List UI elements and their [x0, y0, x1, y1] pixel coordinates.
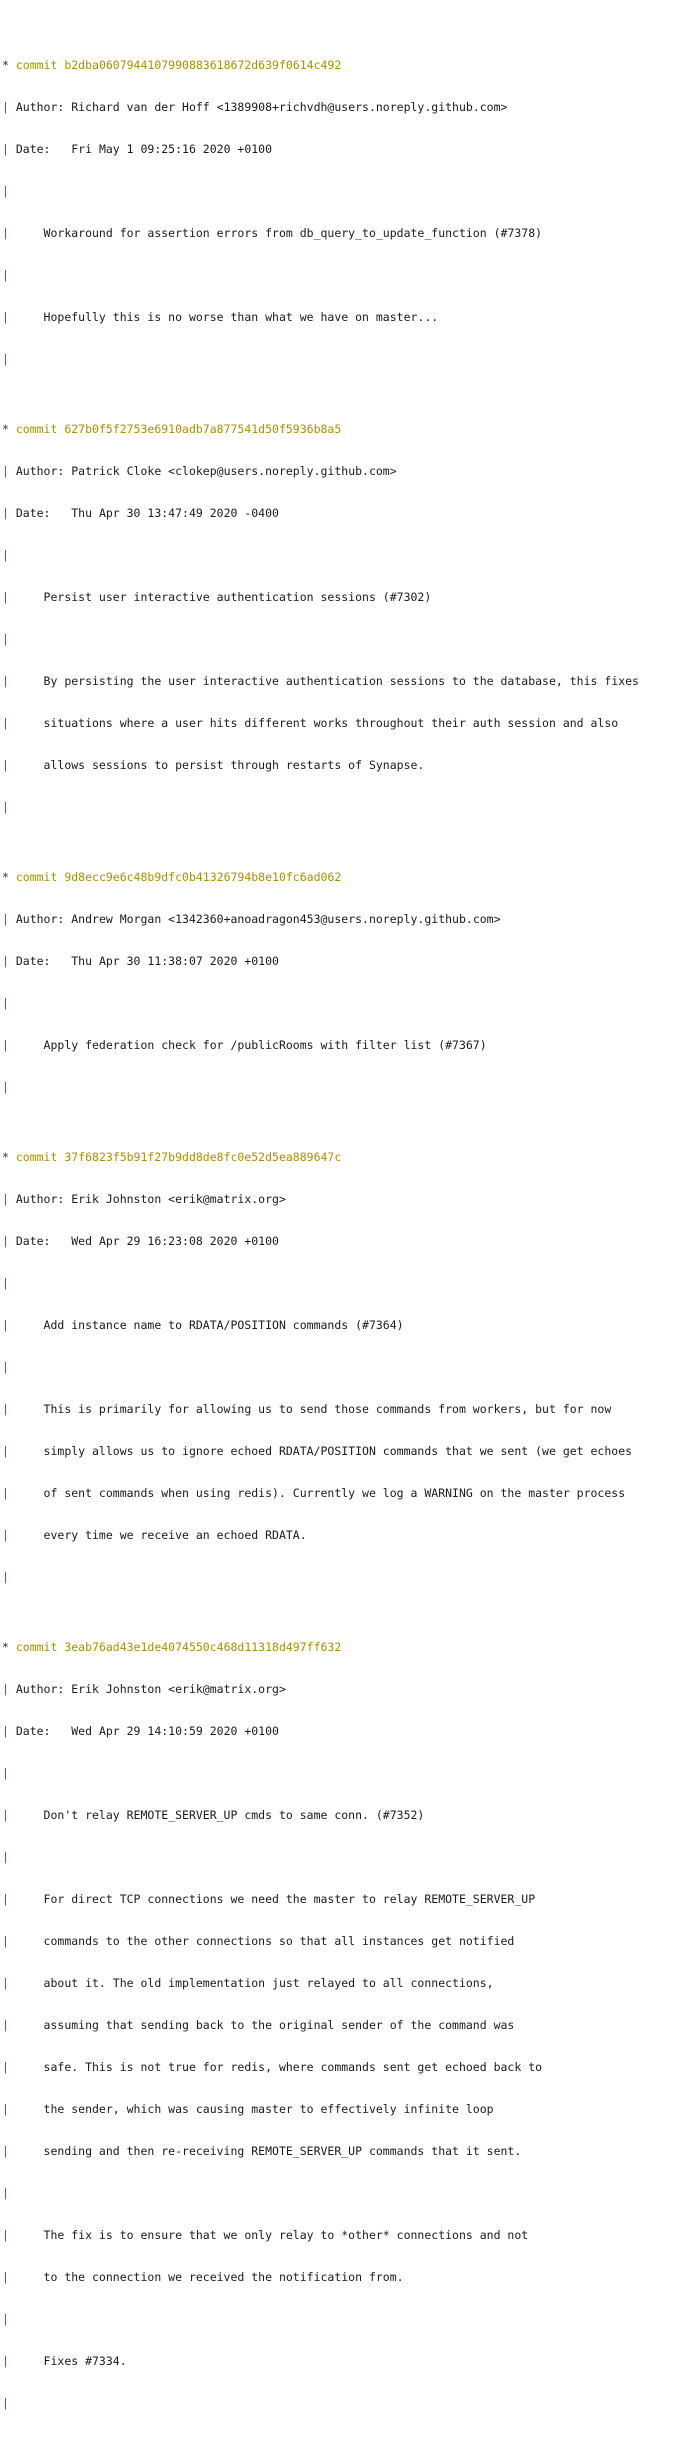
message-line — [2, 2312, 692, 2326]
git-graph-pipe-icon: | — [2, 674, 9, 688]
message-line — [2, 268, 692, 282]
git-graph-pipe-icon: | — [2, 590, 9, 604]
graph-spacer-line — [2, 548, 692, 562]
message-line — [2, 1486, 692, 1500]
message-text: allows sessions to persist through restarts of Synapse. — [43, 758, 425, 772]
commit-hash-text: commit 627b0f5f2753e6910adb7a877541d50f5936b8a5 — [15, 422, 342, 436]
date-text: Date: Fri May 1 09:25:16 2020 +0100 — [15, 142, 273, 156]
commit-header-line — [2, 1640, 692, 1654]
git-graph-pipe-icon: | — [2, 352, 9, 366]
git-graph-pipe-icon: | — [2, 1850, 9, 1864]
git-graph-pipe-icon: | — [2, 226, 9, 240]
date-line — [2, 1724, 692, 1738]
date-line — [2, 954, 692, 968]
git-graph-pipe-icon: | — [2, 2102, 9, 2116]
git-graph-pipe-icon: | — [2, 632, 9, 646]
git-graph-commit-node-icon: * — [2, 1640, 9, 1654]
message-text: commands to the other connections so that all instances get notified — [43, 1934, 515, 1948]
graph-spacer-line — [2, 184, 692, 198]
git-graph-commit-node-icon: * — [2, 422, 9, 436]
message-text: For direct TCP connections we need the master to relay REMOTE_SERVER_UP — [43, 1892, 536, 1906]
message-text: The fix is to ensure that we only relay to *other* connections and not — [43, 2228, 529, 2242]
message-text: to the connection we received the notification from. — [43, 2270, 404, 2284]
git-graph-pipe-icon: | — [2, 2228, 9, 2242]
author-line — [2, 464, 692, 478]
message-line — [2, 1528, 692, 1542]
author-text: Author: Erik Johnston <erik@matrix.org> — [15, 1192, 286, 1206]
git-graph-pipe-icon: | — [2, 1038, 9, 1052]
git-graph-pipe-icon: | — [2, 996, 9, 1010]
date-line — [2, 506, 692, 520]
git-graph-pipe-icon: | — [2, 1570, 9, 1584]
date-text: Date: Thu Apr 30 13:47:49 2020 -0400 — [15, 506, 279, 520]
message-text: Fixes #7334. — [43, 2354, 127, 2368]
message-line — [2, 2060, 692, 2074]
git-graph-pipe-icon: | — [2, 1976, 9, 1990]
message-text: Apply federation check for /publicRooms with filter list (#7367) — [43, 1038, 487, 1052]
git-graph-pipe-icon: | — [2, 268, 9, 282]
git-graph-pipe-icon: | — [2, 1360, 9, 1374]
message-text — [9, 268, 44, 282]
message-text: Don't relay REMOTE_SERVER_UP cmds to same conn. (#7352) — [43, 1808, 425, 1822]
message-text: This is primarily for allowing us to send those commands from workers, but for now — [43, 1402, 612, 1416]
message-text: every time we receive an echoed RDATA. — [43, 1528, 307, 1542]
message-line — [2, 310, 692, 324]
date-text: Date: Wed Apr 29 14:10:59 2020 +0100 — [15, 1724, 279, 1738]
git-graph-pipe-icon: | — [2, 548, 9, 562]
message-line — [2, 1808, 692, 1822]
git-graph-commit-node-icon: * — [2, 870, 9, 884]
git-graph-pipe-icon: | — [2, 100, 9, 114]
commit-header-line — [2, 422, 692, 436]
author-line — [2, 912, 692, 926]
message-line — [2, 1318, 692, 1332]
message-text: sending and then re-receiving REMOTE_SERVER_UP commands that it sent. — [43, 2144, 522, 2158]
graph-spacer-line — [2, 352, 692, 366]
message-text: By persisting the user interactive authentication sessions to the database, this fixes — [43, 674, 639, 688]
git-graph-pipe-icon: | — [2, 1486, 9, 1500]
git-graph-pipe-icon: | — [2, 184, 9, 198]
git-graph-pipe-icon: | — [2, 2186, 9, 2200]
git-graph-pipe-icon: | — [2, 2060, 9, 2074]
git-graph-pipe-icon: | — [2, 1934, 9, 1948]
message-line — [2, 716, 692, 730]
graph-spacer-line — [2, 1080, 692, 1094]
message-text — [9, 2186, 44, 2200]
author-text: Author: Richard van der Hoff <1389908+richvdh@users.noreply.github.com> — [15, 100, 508, 114]
message-line — [2, 1444, 692, 1458]
git-graph-pipe-icon: | — [2, 1682, 9, 1696]
git-graph-pipe-icon: | — [2, 1892, 9, 1906]
message-line — [2, 1360, 692, 1374]
commit-header-line — [2, 870, 692, 884]
commit-header-line — [2, 1150, 692, 1164]
git-graph-pipe-icon: | — [2, 1276, 9, 1290]
message-text: Workaround for assertion errors from db_query_to_update_function (#7378) — [43, 226, 543, 240]
message-text: of sent commands when using redis). Currently we log a WARNING on the master process — [43, 1486, 626, 1500]
commit-hash-text: commit 37f6823f5b91f27b9dd8de8fc0e52d5ea889647c — [15, 1150, 342, 1164]
message-text: assuming that sending back to the original sender of the command was — [43, 2018, 515, 2032]
author-line — [2, 100, 692, 114]
graph-spacer-line — [2, 1570, 692, 1584]
date-line — [2, 142, 692, 156]
git-graph-pipe-icon: | — [2, 1766, 9, 1780]
message-line — [2, 2354, 692, 2368]
date-text: Date: Wed Apr 29 16:23:08 2020 +0100 — [15, 1234, 279, 1248]
commit-hash-text: commit b2dba0607944107990883618672d639f0614c492 — [15, 58, 342, 72]
graph-spacer-line — [2, 996, 692, 1010]
message-text — [9, 1850, 44, 1864]
message-text: simply allows us to ignore echoed RDATA/POSITION commands that we sent (we get echoes — [43, 1444, 633, 1458]
graph-spacer-line — [2, 1276, 692, 1290]
git-graph-pipe-icon: | — [2, 2396, 9, 2410]
message-line — [2, 2186, 692, 2200]
commit-hash-text: commit 9d8ecc9e6c48b9dfc0b41326794b8e10fc6ad062 — [15, 870, 342, 884]
message-line — [2, 674, 692, 688]
message-line — [2, 2102, 692, 2116]
message-line — [2, 1976, 692, 1990]
message-line — [2, 2270, 692, 2284]
message-text: about it. The old implementation just relayed to all connections, — [43, 1976, 494, 1990]
git-graph-pipe-icon: | — [2, 954, 9, 968]
message-line — [2, 2018, 692, 2032]
git-graph-commit-node-icon: * — [2, 58, 9, 72]
git-graph-pipe-icon: | — [2, 2270, 9, 2284]
git-graph-pipe-icon: | — [2, 2018, 9, 2032]
message-text: situations where a user hits different works throughout their auth session and also — [43, 716, 619, 730]
git-graph-pipe-icon: | — [2, 1444, 9, 1458]
message-line — [2, 1038, 692, 1052]
date-line — [2, 1234, 692, 1248]
git-graph-pipe-icon: | — [2, 1080, 9, 1094]
commit-hash-text: commit 3eab76ad43e1de4074550c468d11318d497ff632 — [15, 1640, 342, 1654]
date-text: Date: Thu Apr 30 11:38:07 2020 +0100 — [15, 954, 279, 968]
message-text: the sender, which was causing master to effectively infinite loop — [43, 2102, 494, 2116]
git-graph-pipe-icon: | — [2, 800, 9, 814]
git-graph-pipe-icon: | — [2, 1318, 9, 1332]
message-text: Persist user interactive authentication sessions (#7302) — [43, 590, 432, 604]
message-line — [2, 590, 692, 604]
git-graph-pipe-icon: | — [2, 1528, 9, 1542]
git-graph-pipe-icon: | — [2, 758, 9, 772]
git-graph-pipe-icon: | — [2, 1234, 9, 1248]
graph-spacer-line — [2, 800, 692, 814]
git-graph-pipe-icon: | — [2, 506, 9, 520]
git-graph-pipe-icon: | — [2, 464, 9, 478]
commit-header-line — [2, 58, 692, 72]
message-text — [9, 1360, 44, 1374]
git-graph-pipe-icon: | — [2, 1192, 9, 1206]
message-text — [9, 632, 44, 646]
git-graph-pipe-icon: | — [2, 1724, 9, 1738]
git-graph-pipe-icon: | — [2, 1808, 9, 1822]
git-graph-pipe-icon: | — [2, 142, 9, 156]
author-text: Author: Patrick Cloke <clokep@users.noreply.github.com> — [15, 464, 397, 478]
message-line — [2, 2144, 692, 2158]
author-line — [2, 1682, 692, 1696]
git-graph-pipe-icon: | — [2, 2144, 9, 2158]
message-line — [2, 1402, 692, 1416]
message-line — [2, 2228, 692, 2242]
message-text: safe. This is not true for redis, where commands sent get echoed back to — [43, 2060, 543, 2074]
git-graph-pipe-icon: | — [2, 716, 9, 730]
graph-spacer-line — [2, 1766, 692, 1780]
author-line — [2, 1192, 692, 1206]
author-text: Author: Erik Johnston <erik@matrix.org> — [15, 1682, 286, 1696]
message-text: Add instance name to RDATA/POSITION commands (#7364) — [43, 1318, 404, 1332]
git-graph-pipe-icon: | — [2, 1402, 9, 1416]
git-graph-pipe-icon: | — [2, 2354, 9, 2368]
message-line — [2, 1850, 692, 1864]
author-text: Author: Andrew Morgan <1342360+anoadragon453@users.noreply.github.com> — [15, 912, 501, 926]
message-line — [2, 1892, 692, 1906]
message-line — [2, 632, 692, 646]
git-graph-commit-node-icon: * — [2, 1150, 9, 1164]
message-text: Hopefully this is no worse than what we have on master... — [43, 310, 439, 324]
git-graph-pipe-icon: | — [2, 310, 9, 324]
graph-spacer-line-clipped — [2, 2396, 692, 2410]
message-text — [9, 2312, 44, 2326]
message-line — [2, 1934, 692, 1948]
message-line — [2, 758, 692, 772]
git-graph-pipe-icon: | — [2, 2312, 9, 2326]
message-line — [2, 226, 692, 240]
git-graph-pipe-icon: | — [2, 912, 9, 926]
